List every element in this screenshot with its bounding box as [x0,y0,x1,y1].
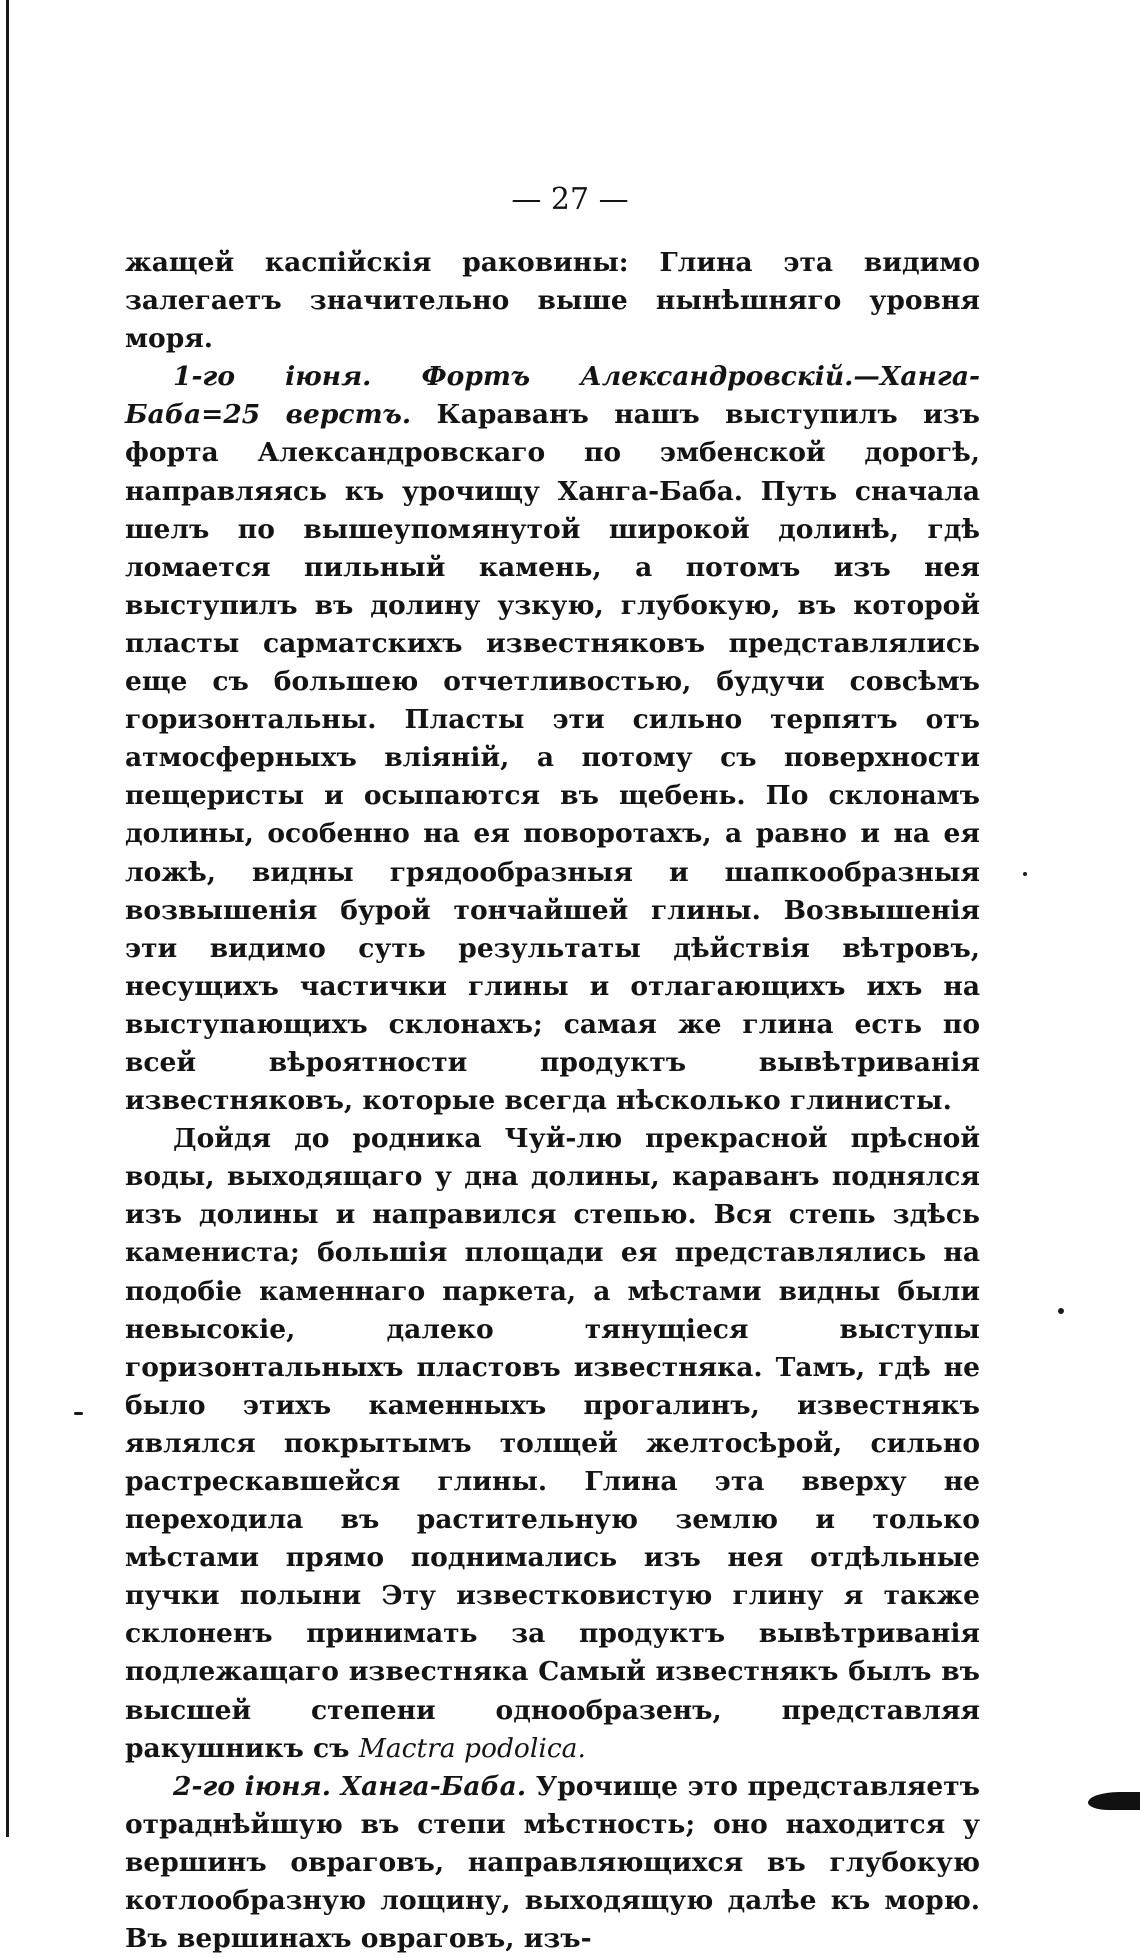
paragraph-entry-june-2 [125,1768,980,1958]
body-text [125,244,980,1958]
species-name: Mactra podolica. [358,1732,586,1764]
scan-speck [1023,872,1027,876]
scan-left-border [6,0,9,1837]
paragraph-entry-june-1 [125,358,980,1120]
scan-edge-blot [1088,1792,1140,1810]
paragraph-text: Дойдя до родника Чуй-лю прекрасной прѣсной воды, выходящаго у дна долины, караванъ поднялся изъ долины и направился степью. Вся степь здѣсь камениста; большія площади ея представлялись на подобіе каменнаго паркета, а мѣстами видны были невысокіе, далеко тянущіеся выступы горизонтальныхъ пластовъ известняка. Тамъ, гдѣ не было этихъ каменныхъ прогалинъ, известнякъ являлся покрытымъ толщей желтосѣрой, сильно растрескавшейся глины. Глина эта вверху не переходила въ растительную землю и только мѣстами прямо поднимались изъ нея отдѣльные пучки полыни Эту известковистую глину я также склоненъ принимать за продуктъ вывѣтриванія подлежащаго известняка Самый известнякъ былъ въ высшей степени однообразенъ, представляя ракушникъ съ [125,1123,980,1764]
paragraph-chui-lu-spring [125,1120,980,1768]
paragraph-continuation [125,244,980,358]
page-number: — 27 — [511,182,629,217]
entry-date-heading: 2-го іюня. Ханга-Баба. [173,1770,527,1802]
scan-speck [74,1412,83,1415]
paragraph-text: Караванъ нашъ выступилъ изъ форта Александровскаго по эмбенской дорогѣ, направляясь къ урочищу Ханга-Баба. Путь сначала шелъ по вышеупомянутой широкой долинѣ, гдѣ ломается пильный камень, а потомъ изъ нея выступилъ въ долину узкую, глубокую, въ которой пласты сарматскихъ известняковъ представлялись еще съ большею отчетливостью, будучи совсѣмъ горизонтальны. Пласты эти сильно терпятъ отъ атмосферныхъ вліяній, а потому съ поверхности пещеристы и осыпаются въ щебень. По склонамъ долины, особенно на ея поворотахъ, а равно и на ея ложѣ, видны грядообразныя и шапкообразныя возвышенія бурой тончайшей глины. Возвышенія эти видимо суть результаты дѣйствія вѣтровъ, несущихъ частички глины и отлагающихъ ихъ на выступающихъ склонахъ; самая же глина есть по всей вѣроятности продуктъ вывѣтриванія известняковъ, которые всегда нѣсколько глинисты. [125,399,980,1117]
scan-speck [1058,1308,1064,1314]
paragraph-text: жащей каспійскія раковины: Глина эта видимо залегаетъ значительно выше нынѣшняго уровня моря. [125,247,980,355]
paragraph-text: Урочище это представляетъ отраднѣйшую въ степи мѣстность; оно находится у вершинъ овраговъ, направляющихся въ глубокую котлообразную лощину, выходящую далѣе къ морю. Въ вершинахъ овраговъ, изъ- [125,1770,980,1955]
entry-date-heading: 1-го іюня. Фортъ Александровскій.—Ханга-Баба=25 верстъ. [125,361,980,431]
